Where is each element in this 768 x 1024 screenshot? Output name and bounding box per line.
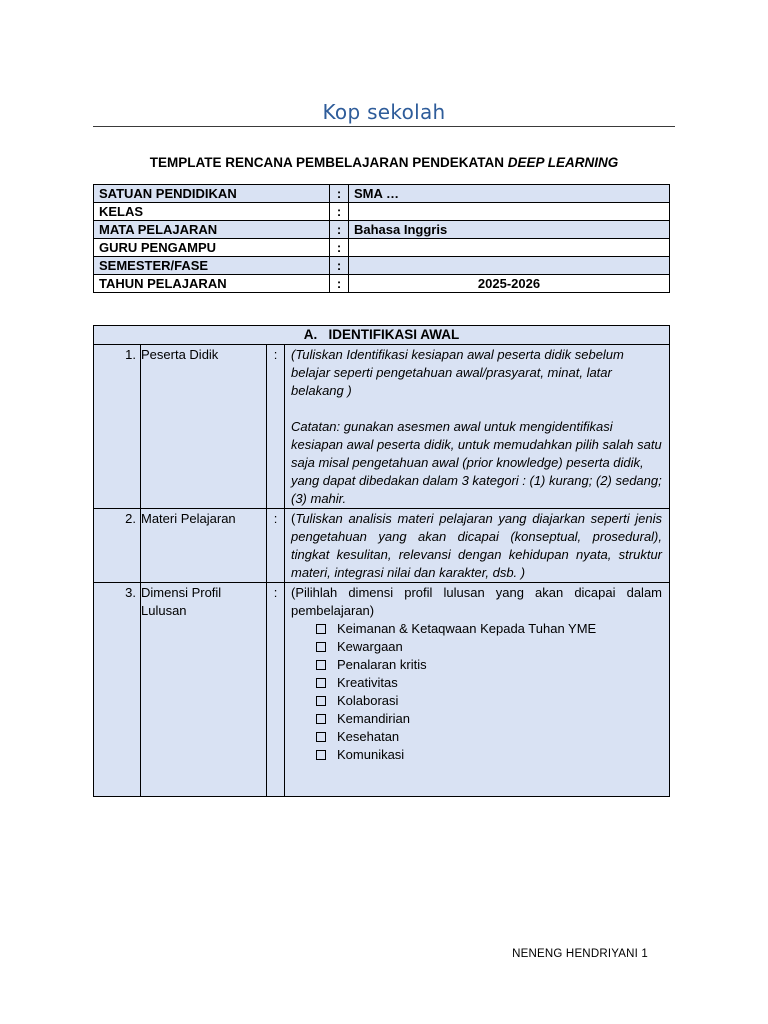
- info-row-kelas: [94, 203, 670, 221]
- row-content[interactable]: [285, 583, 670, 797]
- info-label: KELAS: [94, 203, 330, 221]
- info-value[interactable]: 2025-2026: [349, 275, 670, 293]
- dimensi-option[interactable]: [316, 710, 662, 728]
- info-value[interactable]: [349, 203, 670, 221]
- row-label: Peserta Didik: [141, 345, 267, 509]
- info-value[interactable]: SMA …: [349, 185, 670, 203]
- dimensi-option[interactable]: [316, 728, 662, 746]
- row-number: 1.: [94, 345, 141, 509]
- checkbox-icon[interactable]: [316, 750, 326, 760]
- row-colon: :: [267, 345, 285, 509]
- info-colon: :: [330, 203, 349, 221]
- option-label: Kewargaan: [337, 639, 403, 654]
- header-divider: [93, 126, 675, 127]
- materi-instruction: Tuliskan analisis materi pelajaran yang diajarkan seperti jenis pengetahuan yang akan dicapai (konseptual, prosedural), tingkat kesulitan, relevansi dengan kehidupan nyata, struktur materi, integrasi nilai dan karakter, dsb. ): [291, 511, 663, 580]
- info-value[interactable]: Bahasa Inggris: [349, 221, 670, 239]
- row-dimensi-profil: [94, 583, 670, 797]
- kop-sekolah-heading: Kop sekolah: [322, 100, 446, 124]
- info-label: SEMESTER/FASE: [94, 257, 330, 275]
- option-label: Komunikasi: [337, 747, 405, 762]
- option-label: Keimanan & Ketaqwaan Kepada Tuhan YME: [337, 621, 597, 636]
- dimensi-option[interactable]: [316, 692, 662, 710]
- option-label: Penalaran kritis: [337, 657, 427, 672]
- checkbox-icon[interactable]: [316, 696, 326, 706]
- dimensi-option[interactable]: [316, 674, 662, 692]
- info-colon: :: [330, 257, 349, 275]
- info-row-semester: [94, 257, 670, 275]
- dimensi-instruction: (Pilihlah dimensi profil lulusan yang akan dicapai dalam pembelajaran): [291, 585, 663, 618]
- info-colon: :: [330, 275, 349, 293]
- dimensi-option[interactable]: [316, 656, 662, 674]
- row-peserta-didik: [94, 345, 670, 509]
- row-materi-pelajaran: [94, 509, 670, 583]
- row-content[interactable]: [285, 345, 670, 509]
- peserta-didik-note: Catatan: gunakan asesmen awal untuk mengidentifikasi kesiapan awal peserta didik, untuk memudahkan pilih salah satu saja misal pengetahuan awal (prior knowledge) peserta didik, yang dapat dibedakan dalam 3 kategori : (1) kurang; (2) sedang; (3) mahir.: [291, 419, 662, 506]
- info-value[interactable]: [349, 239, 670, 257]
- info-label: TAHUN PELAJARAN: [94, 275, 330, 293]
- info-label: SATUAN PENDIDIKAN: [94, 185, 330, 203]
- section-heading-row: [94, 326, 670, 345]
- info-table: [93, 184, 670, 293]
- info-row-guru: [94, 239, 670, 257]
- info-row-tahun: [94, 275, 670, 293]
- info-row-mapel: [94, 221, 670, 239]
- identifikasi-awal-table: [93, 325, 670, 797]
- option-label: Kesehatan: [337, 729, 400, 744]
- checkbox-icon[interactable]: [316, 714, 326, 724]
- checkbox-icon[interactable]: [316, 732, 326, 742]
- document-title-main: TEMPLATE RENCANA PEMBELAJARAN PENDEKATAN: [149, 155, 508, 170]
- row-content[interactable]: [285, 509, 670, 583]
- checkbox-icon[interactable]: [316, 678, 326, 688]
- checkbox-icon[interactable]: [316, 624, 326, 634]
- checkbox-icon[interactable]: [316, 642, 326, 652]
- info-colon: :: [330, 185, 349, 203]
- section-heading: [94, 326, 670, 345]
- row-label: Dimensi Profil Lulusan: [141, 583, 267, 797]
- option-label: Kolaborasi: [337, 693, 399, 708]
- dimensi-option[interactable]: [316, 620, 662, 638]
- info-value[interactable]: [349, 257, 670, 275]
- row-label: Materi Pelajaran: [141, 509, 267, 583]
- row-number: 3.: [94, 583, 141, 797]
- materi-open-paren: (: [291, 511, 296, 526]
- peserta-didik-instruction: (Tuliskan Identifikasi kesiapan awal peserta didik sebelum belajar seperti pengetahuan awal/prasyarat, minat, latar belakang ): [291, 347, 624, 398]
- section-heading-text: IDENTIFIKASI AWAL: [328, 327, 460, 342]
- option-label: Kreativitas: [337, 675, 398, 690]
- dimensi-option[interactable]: [316, 746, 662, 764]
- page-footer: NENENG HENDRIYANI 1: [512, 948, 648, 960]
- option-label: Kemandirian: [337, 711, 410, 726]
- dimensi-option[interactable]: [316, 638, 662, 656]
- info-row-satuan: [94, 185, 670, 203]
- info-label: GURU PENGAMPU: [94, 239, 330, 257]
- info-colon: :: [330, 239, 349, 257]
- row-colon: :: [267, 509, 285, 583]
- document-title-italic: DEEP LEARNING: [507, 155, 619, 170]
- checkbox-icon[interactable]: [316, 660, 326, 670]
- dimensi-options: [291, 620, 662, 764]
- section-heading-number: A.: [303, 327, 318, 342]
- document-title: [93, 155, 675, 170]
- row-number: 2.: [94, 509, 141, 583]
- info-colon: :: [330, 221, 349, 239]
- row-colon: :: [267, 583, 285, 797]
- info-label: MATA PELAJARAN: [94, 221, 330, 239]
